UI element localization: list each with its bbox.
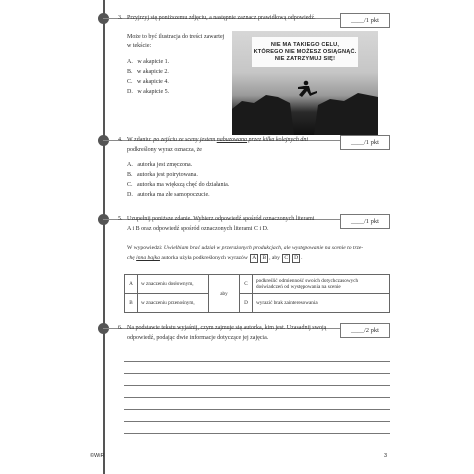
cliff-silhouette: [232, 31, 378, 135]
cell-b-text[interactable]: w znaczeniu przenośnym,: [138, 294, 209, 313]
q4-prompt: W zdaniu: po zejściu ze sceny jestem nabuzowana przez kilka kolejnych dni: [127, 137, 309, 143]
photo-caption-line3: NIE ZATRZYMUJ SIĘ!: [274, 55, 336, 62]
q5-points-box[interactable]: ____/1 pkt: [340, 214, 390, 229]
q5-prompt-line1: Uzupełnij poniższe zdanie. Wybierz odpowiedź spośród oznaczonych literami: [127, 216, 315, 222]
photo-caption-line1: NIE MA TAKIEGO CELU,: [270, 41, 340, 48]
cell-b-letter[interactable]: B: [125, 294, 138, 313]
box-b: B: [262, 255, 267, 261]
motivational-photo: [232, 31, 378, 135]
cell-c-letter[interactable]: C: [240, 275, 253, 294]
q6-prompt-line2: odpowiedź, podając dwie informacje dotyczące jej zajęcia.: [127, 335, 269, 341]
answer-line[interactable]: [124, 421, 390, 422]
q3-question-line1: Może to być ilustracja do treści zawartej: [127, 34, 225, 40]
cell-d-text[interactable]: wyrazić brak zainteresowania: [253, 294, 390, 313]
q3-question-line2: w tekście:: [127, 43, 152, 49]
q3-options: [127, 57, 169, 97]
q4-option-d[interactable]: D. autorka ma złe samopoczucie.: [127, 192, 210, 198]
q6-prompt-line1: Na podstawie tekstu wyjaśnij, czym zajmuje się autorka, kim jest. Uzasadnij swoją: [127, 325, 327, 331]
q4-option-a[interactable]: A. autorka jest zmęczona.: [127, 162, 193, 168]
q3-points-box[interactable]: ____/1 pkt: [340, 13, 390, 28]
margin-line: [103, 0, 105, 474]
q4-options: [127, 160, 229, 200]
q4-points-box[interactable]: ____/1 pkt: [340, 135, 390, 150]
cell-c-text[interactable]: podkreślić odmienność swoich dotychczasowych doświadczeń od występowania na scenie: [253, 275, 390, 294]
q5-number: 5.: [118, 216, 123, 222]
cell-a-letter[interactable]: A: [125, 275, 138, 294]
answer-line[interactable]: [124, 373, 390, 374]
answer-line[interactable]: [124, 361, 390, 362]
q3-prompt: Przyjrzyj się poniższemu zdjęciu, a następnie zaznacz prawidłową odpowiedź.: [127, 15, 316, 21]
q4-prompt-line2: podkreślony wyraz oznacza, że: [127, 147, 202, 153]
q4-option-c[interactable]: C. autorka ma większą chęć do działania.: [127, 182, 230, 188]
cell-d-letter[interactable]: D: [240, 294, 253, 313]
q5-sentence-line1: W wypowiedzi: Uwielbiam brać udział w przerażonych produkcjach, ale występowanie na scenie to trze-: [127, 245, 364, 251]
q5-prompt-line2: A i B oraz odpowiedź spośród oznaczonych literami C i D.: [127, 226, 269, 232]
box-d: D: [294, 255, 299, 261]
cell-middle: aby: [209, 275, 240, 313]
q4-option-b[interactable]: B. autorka jest poirytowana.: [127, 172, 198, 178]
q3-option-a[interactable]: A. w akapicie 1.: [127, 59, 170, 65]
photo-caption-line2: KTÓREGO NIE MOŻESZ OSIĄGNĄĆ.: [253, 48, 357, 55]
box-c: C: [284, 255, 289, 261]
q5-sentence-line2: chę inna bajka autorka użyła podkreślonych wyrazów A B , aby C D .: [127, 255, 303, 261]
q3-option-d[interactable]: D. w akapicie 5.: [127, 89, 170, 95]
q3-option-c[interactable]: C. w akapicie 4.: [127, 79, 169, 85]
q6-number: 6.: [118, 325, 123, 331]
cell-a-text[interactable]: w znaczeniu dosłownym,: [138, 275, 209, 294]
answer-line[interactable]: [124, 385, 390, 386]
answer-line[interactable]: [124, 397, 390, 398]
q3-number: 3.: [118, 15, 123, 21]
jumping-person-icon: [298, 81, 317, 97]
page-number: 3: [384, 453, 388, 459]
answer-line[interactable]: [124, 409, 390, 410]
q5-answer-table: [124, 274, 390, 313]
q4-number: 4.: [118, 137, 123, 143]
answer-line[interactable]: [124, 433, 390, 434]
box-a: A: [252, 255, 257, 261]
footer-publisher: ©WiR: [90, 453, 105, 459]
q6-points-box[interactable]: ____/2 pkt: [340, 323, 390, 338]
q3-option-b[interactable]: B. w akapicie 2.: [127, 69, 169, 75]
